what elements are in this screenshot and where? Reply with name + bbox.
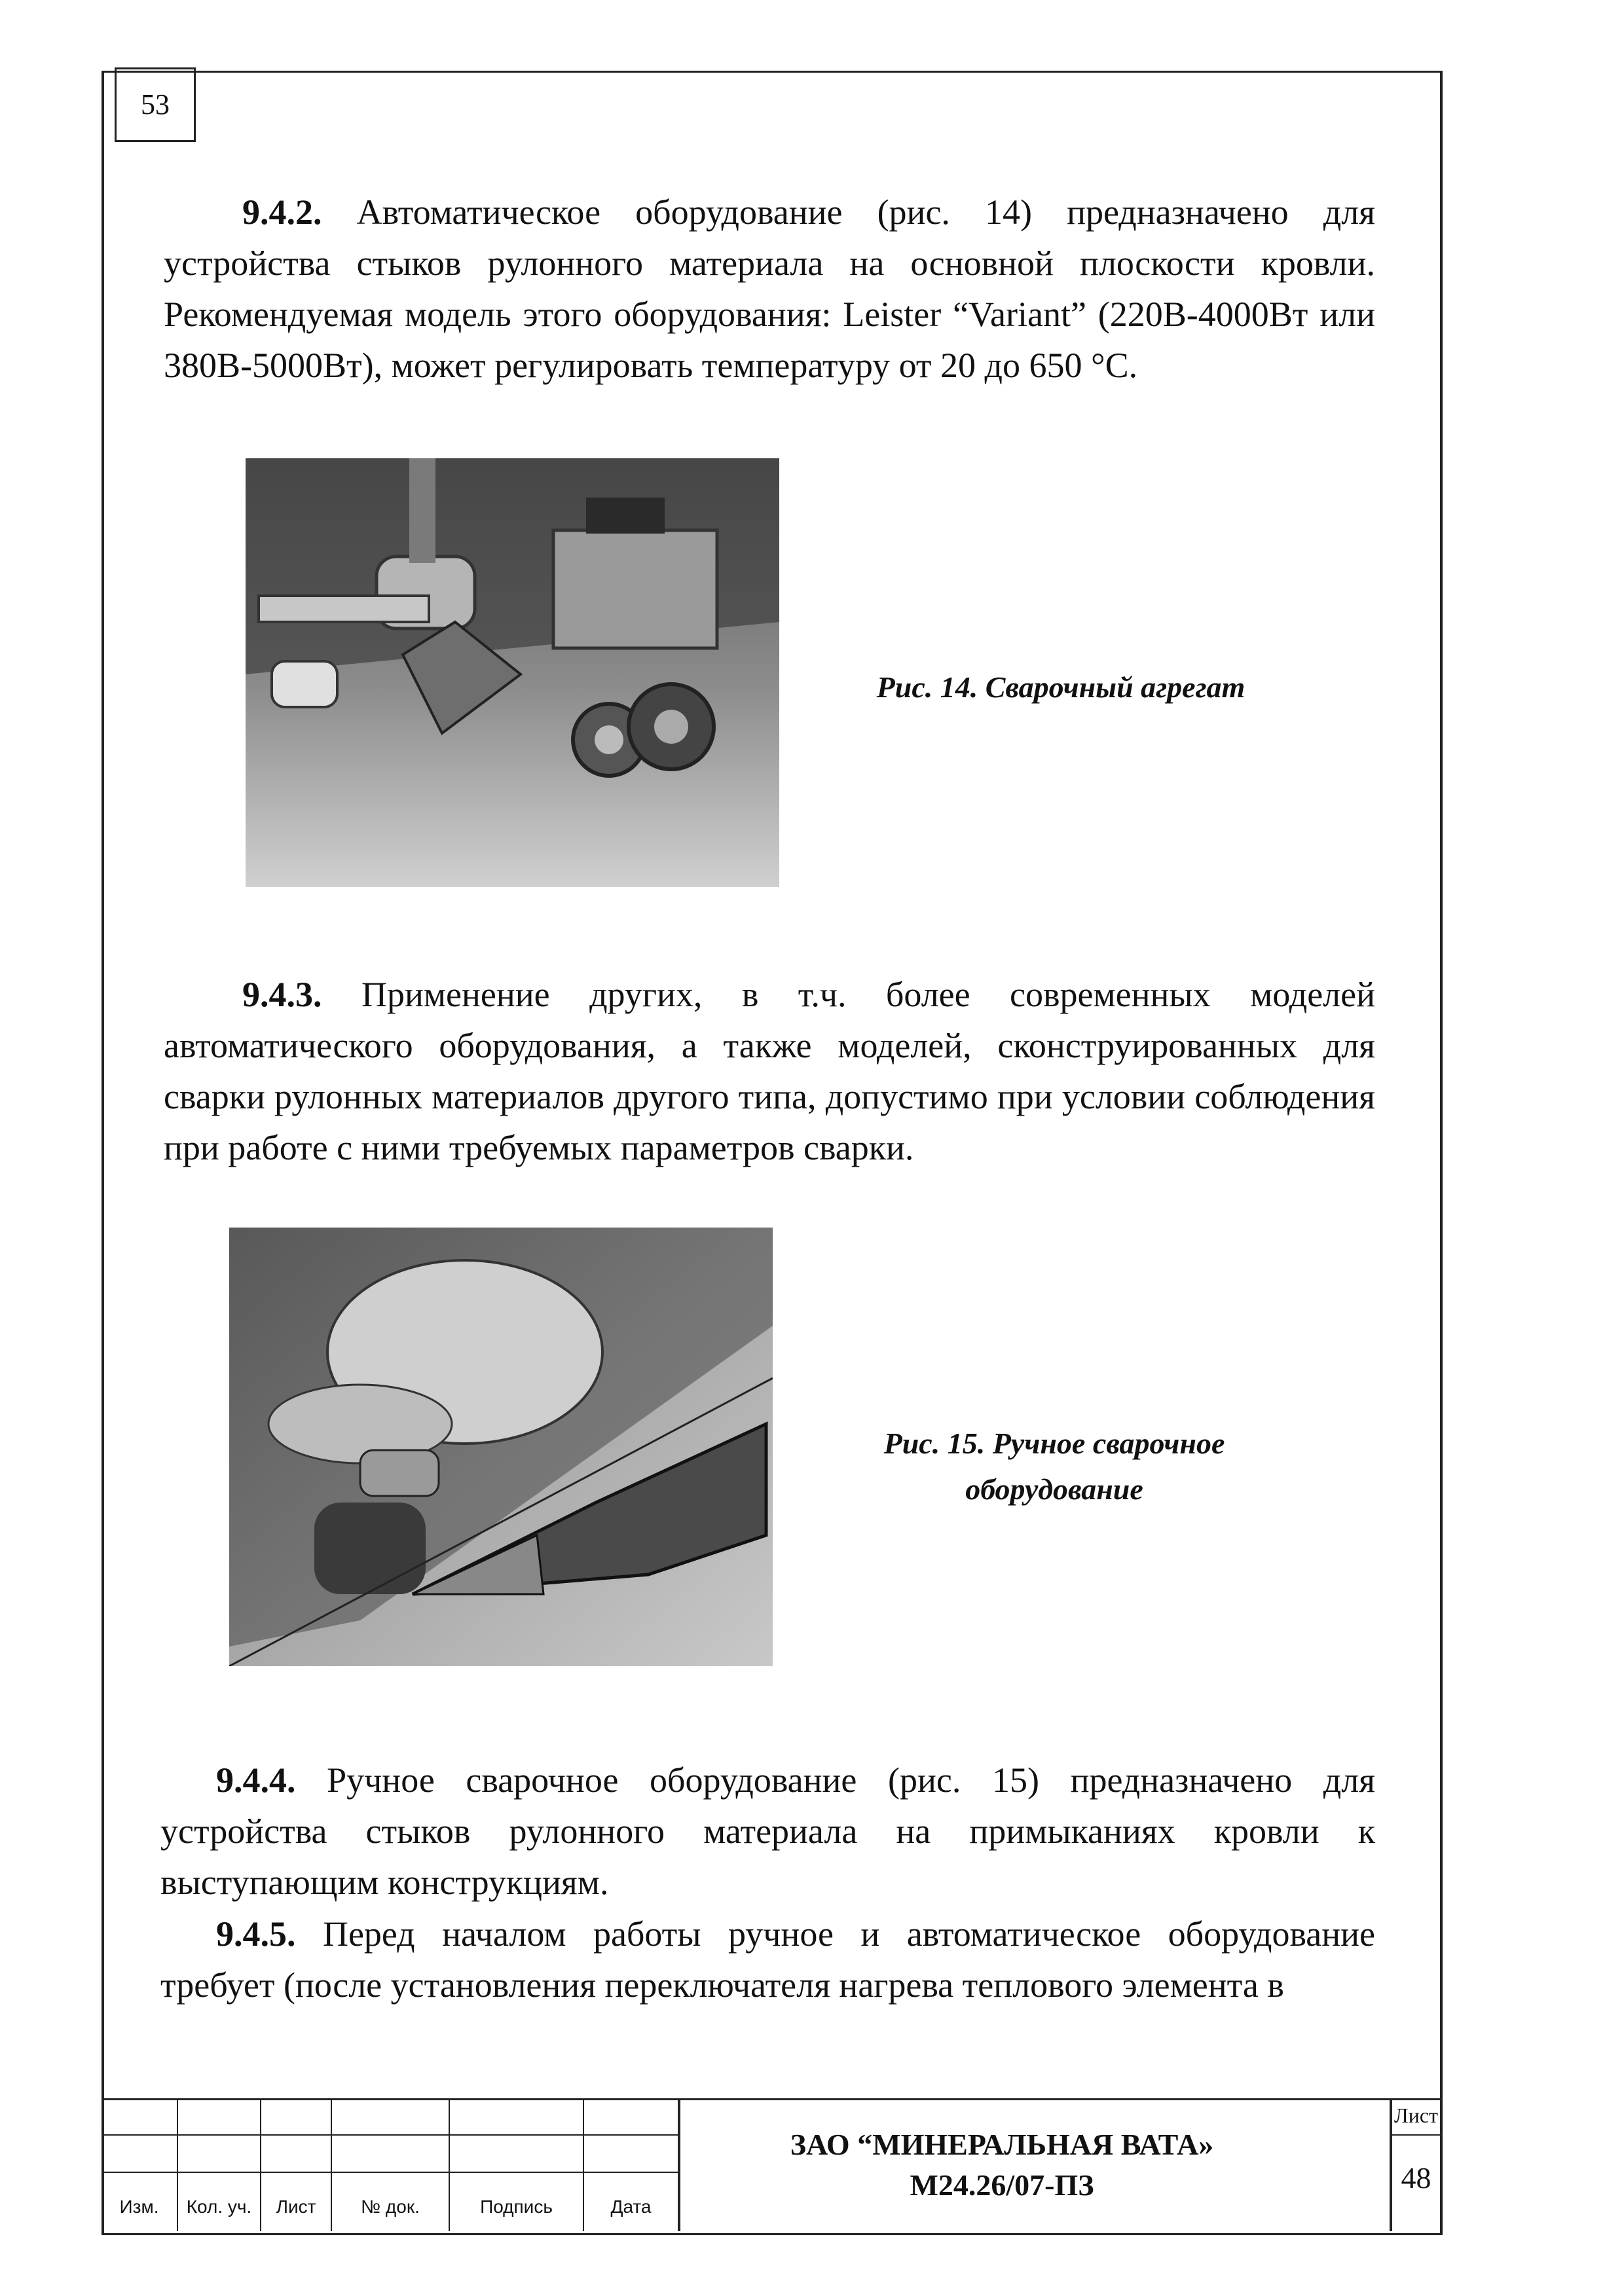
section-text: требует (после установления переключателя нагрева теплового элемента в bbox=[160, 1965, 1284, 2005]
figure-14-photo bbox=[246, 458, 779, 887]
section-number: 9.4.5. bbox=[216, 1914, 296, 1954]
figure-15-caption bbox=[825, 1421, 1283, 1512]
organization-name: ЗАО “МИНЕРАЛЬНАЯ ВАТА» bbox=[790, 2128, 1214, 2161]
section-text: устройства стыков рулонного материала на примыканиях кровли к выступающим конструкциям. bbox=[160, 1812, 1375, 1902]
col-data-label: Дата bbox=[610, 2196, 652, 2217]
section-9-4-5 bbox=[160, 1908, 1375, 2011]
figure-15-caption-line1: Рис. 15. Ручное сварочное bbox=[883, 1427, 1225, 1460]
hand-welder-image bbox=[229, 1228, 773, 1666]
welding-machine-image bbox=[246, 458, 779, 887]
document-code: М24.26/07-ПЗ bbox=[910, 2168, 1094, 2202]
col-izm-label: Изм. bbox=[119, 2196, 159, 2217]
section-text: Автоматическое оборудование (рис. 14) предназначено для bbox=[356, 192, 1375, 232]
section-9-4-2 bbox=[164, 187, 1375, 391]
col-kol-label: Кол. уч. bbox=[186, 2196, 252, 2217]
section-text: Перед началом работы ручное и автоматическое оборудование bbox=[322, 1914, 1375, 1954]
section-number: 9.4.3. bbox=[242, 975, 322, 1014]
section-text: устройства стыков рулонного материала на основной плоскости кровли. Рекомендуемая модель этого оборудования: Leister “Variant” (220В-4000Вт или 380В-5000Вт), может регулировать температуру от 20 до 650 °С. bbox=[164, 244, 1375, 385]
figure-15-photo bbox=[229, 1228, 773, 1666]
col-podpis-label: Подпись bbox=[480, 2196, 553, 2217]
section-number: 9.4.2. bbox=[242, 192, 322, 232]
col-ndok-label: № док. bbox=[361, 2196, 420, 2217]
col-list-label: Лист bbox=[276, 2196, 316, 2217]
section-text: Применение других, в т.ч. более современных моделей bbox=[361, 975, 1375, 1014]
figure-14-caption: Рис. 14. Сварочный агрегат bbox=[876, 670, 1246, 704]
section-text: автоматического оборудования, а также моделей, сконструированных для сварки рулонных материалов другого типа, допустимо при условии соблюдения при работе с ними требуемых параметров сварки. bbox=[164, 1026, 1375, 1167]
sheet-label: Лист bbox=[1393, 2104, 1438, 2127]
organization-title bbox=[674, 2124, 1329, 2206]
section-number: 9.4.4. bbox=[216, 1760, 296, 1800]
figure-15-caption-line2: оборудование bbox=[965, 1472, 1143, 1506]
section-text: Ручное сварочное оборудование (рис. 15) предназначено для bbox=[327, 1760, 1375, 1800]
title-block bbox=[101, 2098, 1440, 2231]
sheet-number: 48 bbox=[1401, 2161, 1431, 2195]
section-9-4-4 bbox=[160, 1755, 1375, 1908]
page-number-box: 53 bbox=[115, 67, 196, 142]
section-9-4-3 bbox=[164, 969, 1375, 1173]
